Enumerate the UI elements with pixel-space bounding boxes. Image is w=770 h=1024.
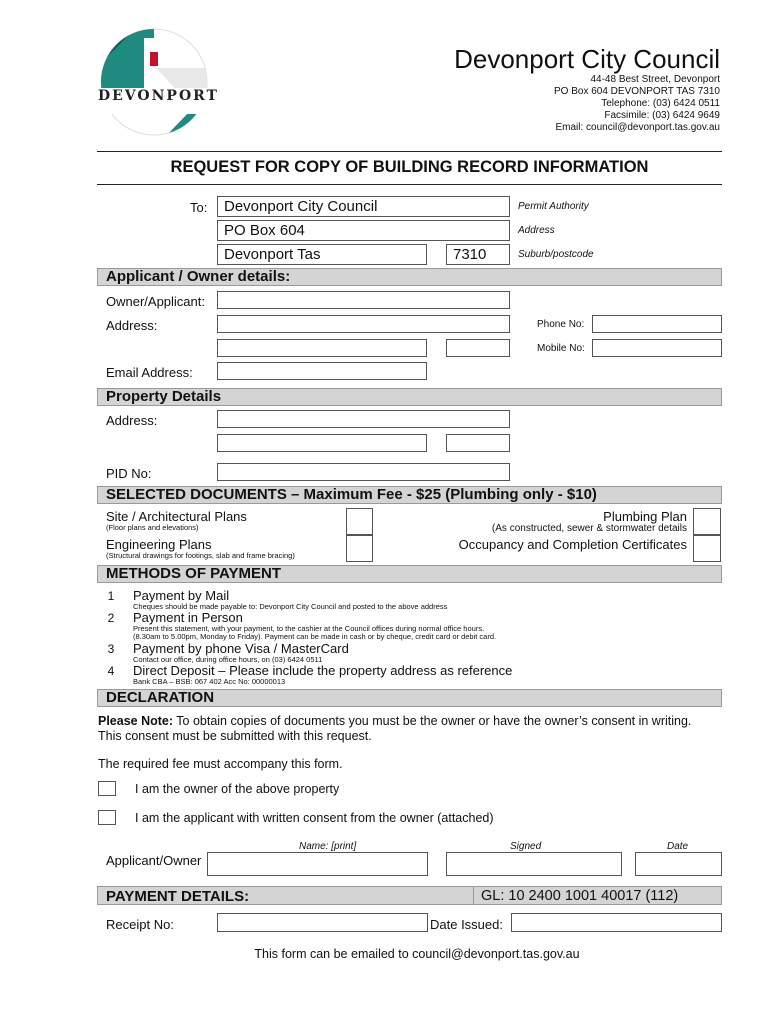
payment-note-1: Cheques should be made payable to: Devonport City Council and posted to the above address [133, 602, 448, 611]
owner-label: Owner/Applicant: [106, 294, 205, 309]
doc-engineering-note: (Structural drawings for footings, slab and frame bracing) [106, 551, 295, 560]
checkbox-plumbing[interactable] [693, 508, 721, 535]
payment-title-4: Direct Deposit – Please include the property address as reference [133, 663, 513, 678]
email-label: Email Address: [106, 365, 193, 380]
receipt-field[interactable] [217, 913, 428, 932]
to-address-field[interactable]: PO Box 604 [217, 220, 510, 241]
section-payment-details [97, 886, 722, 905]
name-field[interactable] [207, 852, 428, 876]
section-applicant: Applicant / Owner details: [97, 268, 722, 286]
address-line: Email: council@devonport.tas.gov.au [555, 122, 720, 133]
applicant-address-label: Address: [106, 318, 158, 333]
payment-title-2: Payment in Person [133, 610, 243, 625]
section-property: Property Details [97, 388, 722, 406]
option-applicant: I am the applicant with written consent from the owner (attached) [135, 811, 494, 825]
hint-address: Address [518, 225, 555, 236]
note-bold: Please Note: [98, 714, 174, 728]
property-address-label: Address: [106, 413, 158, 428]
council-logo [96, 28, 219, 136]
note-text: To obtain copies of documents you must be the owner or have the owner’s consent in writing. [173, 714, 692, 728]
doc-occupancy: Occupancy and Completion Certificates [458, 537, 687, 552]
payment-note-4: Bank CBA – BSB: 067 402 Acc No: 00000013 [133, 677, 286, 686]
to-name-field[interactable]: Devonport City Council [217, 196, 510, 217]
applicant-owner-label: Applicant/Owner [106, 853, 202, 868]
signed-field[interactable] [446, 852, 622, 876]
checkbox-engineering[interactable] [346, 535, 373, 562]
col-signed-label: Signed [510, 841, 542, 852]
mobile-field[interactable] [592, 339, 722, 357]
gl-divider [473, 887, 474, 904]
property-address-field-1[interactable] [217, 410, 510, 428]
payment-note-2b: (8.30am to 5.00pm, Monday to Friday). Payment can be made in cash or by cheque, credit card or debit card. [133, 632, 497, 641]
doc-plumbing-note: (As constructed, sewer & stormwater details [491, 523, 687, 534]
property-address-field-2[interactable] [217, 434, 427, 452]
logo-wordmark: DEVONPORT [98, 88, 219, 104]
address-line: PO Box 604 DEVONPORT TAS 7310 [553, 86, 720, 97]
receipt-label: Receipt No: [106, 917, 174, 932]
to-postcode-field[interactable]: 7310 [446, 244, 510, 265]
payment-note-2: Present this statement, with your payment, to the cashier at the Council offices during normal office hours. [133, 624, 485, 633]
doc-plumbing: Plumbing Plan [603, 509, 687, 524]
mobile-label: Mobile No: [537, 343, 585, 354]
applicant-postcode-field[interactable] [446, 339, 510, 357]
council-name: Devonport City Council [454, 44, 720, 74]
section-declaration: DECLARATION [97, 689, 722, 707]
doc-engineering: Engineering Plans [106, 537, 212, 552]
fee-text: The required fee must accompany this form. [98, 757, 343, 771]
address-line: Facsimile: (03) 6424 9649 [604, 110, 720, 121]
pid-field[interactable] [217, 463, 510, 481]
phone-label: Phone No: [537, 319, 585, 330]
owner-field[interactable] [217, 291, 510, 309]
date-issued-field[interactable] [511, 913, 722, 932]
checkbox-occupancy[interactable] [693, 535, 721, 562]
section-payment-methods: METHODS OF PAYMENT [97, 565, 722, 583]
checkbox-site-plans[interactable] [346, 508, 373, 535]
email-field[interactable] [217, 362, 427, 380]
date-issued-label: Date Issued: [430, 917, 503, 932]
hint-permit-authority: Permit Authority [518, 201, 589, 212]
payment-title-1: Payment by Mail [133, 588, 230, 603]
to-suburb-field[interactable]: Devonport Tas [217, 244, 427, 265]
option-owner: I am the owner of the above property [135, 782, 340, 796]
address-line: 44-48 Best Street, Devonport [590, 74, 720, 85]
phone-field[interactable] [592, 315, 722, 333]
payment-details-heading: PAYMENT DETAILS: [106, 888, 250, 905]
payment-num-4: 4 [107, 664, 115, 678]
payment-num-3: 3 [107, 642, 115, 656]
checkbox-owner[interactable] [98, 781, 116, 796]
pid-label: PID No: [106, 466, 152, 481]
footer-email-note: This form can be emailed to council@devonport.tas.gov.au [254, 947, 580, 961]
title-rule-bottom [97, 184, 722, 185]
council-address [554, 74, 720, 134]
declaration-note [98, 714, 691, 728]
checkbox-applicant[interactable] [98, 810, 116, 825]
payment-title-3: Payment by phone Visa / MasterCard [133, 641, 349, 656]
applicant-address-field-2[interactable] [217, 339, 427, 357]
col-date-label: Date [667, 841, 689, 852]
hint-suburb: Suburb/postcode [518, 249, 594, 260]
declaration-note-line2: This consent must be submitted with this request. [98, 729, 372, 743]
date-field[interactable] [635, 852, 722, 876]
gl-code: GL: 10 2400 1001 40017 (112) [481, 888, 679, 904]
property-postcode-field[interactable] [446, 434, 510, 452]
to-label: To: [190, 200, 208, 215]
doc-site-plans-note: (Floor plans and elevations) [106, 523, 199, 532]
section-documents: SELECTED DOCUMENTS – Maximum Fee - $25 (Plumbing only - $10) [97, 486, 722, 504]
address-line: Telephone: (03) 6424 0511 [601, 98, 720, 109]
page-title: REQUEST FOR COPY OF BUILDING RECORD INFORMATION [170, 158, 649, 176]
applicant-address-field-1[interactable] [217, 315, 510, 333]
payment-num-2: 2 [107, 611, 115, 625]
doc-site-plans: Site / Architectural Plans [106, 509, 247, 524]
payment-note-3: Contact our office, during office hours, on (03) 6424 0511 [133, 655, 323, 664]
payment-num-1: 1 [107, 589, 115, 603]
col-name-label: Name: [print] [299, 841, 357, 852]
title-rule-top [97, 151, 722, 152]
